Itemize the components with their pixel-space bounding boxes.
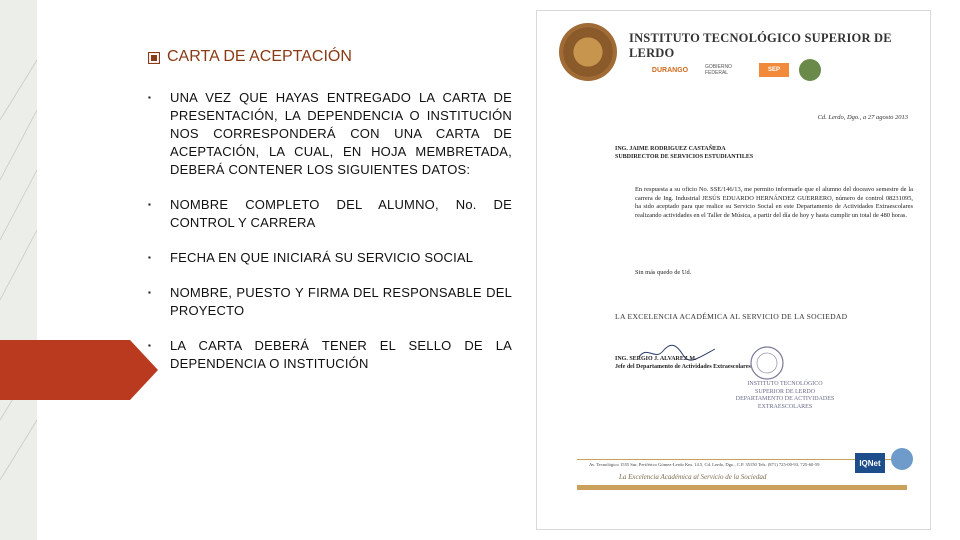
footer-slogan: La Excelencia Académica al Servicio de la Sociedad [619,473,767,481]
list-item-text: NOMBRE, PUESTO Y FIRMA DEL RESPONSABLE DEL PROYECTO [170,285,512,318]
institute-seal-logo [559,23,617,81]
letter-motto: LA EXCELENCIA ACADÉMICA AL SERVICIO DE LA SOCIEDAD [615,312,848,321]
list-item-text: UNA VEZ QUE HAYAS ENTREGADO LA CARTA DE PRESENTACIÓN, LA DEPENDENCIA O INSTITUCIÓN NOS CORRESPONDERÁ CON UNA CARTA DE ACEPTACIÓN, LA CUAL, EN HOJA MEMBRETADA, DEBERÁ CONTENER LOS SIGUIENTES DATOS: [170,90,512,177]
acceptance-letter-image [537,11,930,529]
list-item-text: NOMBRE COMPLETO DEL ALUMNO, No. DE CONTROL Y CARRERA [170,197,512,230]
bullet-marker: ▪ [148,253,151,262]
signer-name: ING. SERGIO J. ALVAREZ M. [615,356,697,362]
national-shield-logo [799,59,821,81]
bullet-marker: ▪ [148,288,151,297]
list-item [148,89,512,179]
letter-body: En respuesta a su oficio No. SSE/146/13, me permito informarle que el alumno del doceavo semestre de la carrera de Ing. Industrial JESÚS EDUARDO HERNÁNDEZ GUERRERO, número de control 08231095, ha sido aceptado para que realice su Servicio Social en este Departamento de Actividades Extraescolares realizando actividades en el Taller de Música, a partir del día de hoy y hasta cumplir un total de 480 horas. [635,186,913,219]
bullet-marker: ▪ [148,341,151,350]
list-item [148,196,512,232]
addressee-name: ING. JAIME RODRIGUEZ CASTAÑEDA [615,146,726,152]
stamp-text: INSTITUTO TECNOLÓGICO SUPERIOR DE LERDO DEPARTAMENTO DE ACTIVIDADES EXTRAESCOLARES [735,381,835,410]
addressee [615,145,753,161]
list-item [148,337,512,373]
list-item-text: LA CARTA DEBERÁ TENER EL SELLO DE LA DEPENDENCIA O INSTITUCIÓN [170,338,512,371]
footer-bar [577,485,907,490]
list-item-text: FECHA EN QUE INICIARÁ SU SERVICIO SOCIAL [170,250,474,265]
addressee-title: SUBDIRECTOR DE SERVICIOS ESTUDIANTILES [615,154,754,160]
letter-date: Cd. Lerdo, Dgo., a 27 agosto 2013 [817,114,908,121]
slide-title [148,48,352,66]
signer-title: Jefe del Departamento de Actividades Extraescolares [615,364,751,370]
bullet-marker: ▪ [148,200,151,209]
gobierno-logo: GOBIERNO FEDERAL [705,64,732,76]
certification-logo [891,448,913,470]
bullet-list [148,89,512,389]
list-item [148,284,512,320]
checkbox-bullet-icon [148,51,160,63]
footer-address: Av. Tecnológico 1555 Sur, Periférico Gómez-Lerdo Km. 14.5, Cd. Lerdo, Dgo., C.P. 35150 Tels. (871) 725-00-93, 725-60-59 [589,462,820,467]
sep-logo: SEP [759,63,789,77]
letter-closing: Sin más quedo de Ud. [635,269,692,276]
institution-name: INSTITUTO TECNOLÓGICO SUPERIOR DE LERDO [629,31,892,60]
iqnet-logo: IQNet [855,453,885,473]
bullet-marker: ▪ [148,93,151,102]
signer [615,355,751,371]
decorative-lines [0,0,140,540]
accent-tab [0,340,130,400]
list-item [148,249,512,267]
slide-title-text: CARTA DE ACEPTACIÓN [167,48,352,65]
letterhead-logos [645,53,821,87]
durango-logo: DURANGO [651,66,689,74]
